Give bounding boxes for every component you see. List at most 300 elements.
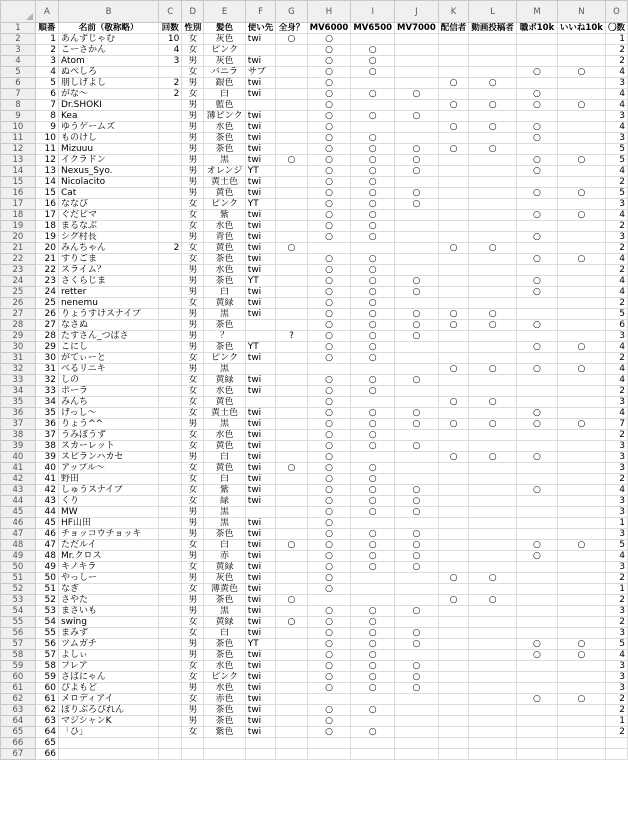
header-cell[interactable]: 名前（敬称略） xyxy=(58,23,158,34)
table-cell[interactable] xyxy=(395,122,439,133)
table-cell[interactable]: ものけし xyxy=(58,133,158,144)
table-cell[interactable]: ○ xyxy=(395,529,439,540)
table-cell[interactable] xyxy=(276,177,307,188)
table-cell[interactable]: ○ xyxy=(469,144,517,155)
table-cell[interactable]: 女 xyxy=(182,628,204,639)
table-cell[interactable]: ○ xyxy=(307,485,351,496)
table-cell[interactable]: 2 xyxy=(605,265,627,276)
table-cell[interactable]: 青色 xyxy=(204,232,245,243)
table-cell[interactable]: 30 xyxy=(35,353,58,364)
table-cell[interactable]: ○ xyxy=(517,419,558,430)
table-cell[interactable] xyxy=(438,562,469,573)
table-cell[interactable]: 55 xyxy=(35,628,58,639)
table-cell[interactable]: ○ xyxy=(351,221,395,232)
table-cell[interactable] xyxy=(469,606,517,617)
table-cell[interactable] xyxy=(438,694,469,705)
table-cell[interactable]: Nicolacito xyxy=(58,177,158,188)
table-cell[interactable] xyxy=(469,67,517,78)
table-cell[interactable]: あんずじゃむ xyxy=(58,34,158,45)
table-cell[interactable]: ○ xyxy=(395,672,439,683)
table-cell[interactable] xyxy=(276,628,307,639)
table-cell[interactable]: ○ xyxy=(276,243,307,254)
table-cell[interactable]: ○ xyxy=(517,100,558,111)
table-cell[interactable]: たすさん_つばさ xyxy=(58,331,158,342)
table-cell[interactable] xyxy=(517,584,558,595)
table-cell[interactable]: twi xyxy=(245,265,276,276)
table-cell[interactable] xyxy=(469,408,517,419)
table-cell[interactable]: 女 xyxy=(182,243,204,254)
table-cell[interactable]: twi xyxy=(245,705,276,716)
table-cell[interactable]: twi xyxy=(245,232,276,243)
table-cell[interactable] xyxy=(159,727,182,738)
table-cell[interactable]: 3 xyxy=(605,628,627,639)
table-cell[interactable]: 女 xyxy=(182,441,204,452)
table-cell[interactable] xyxy=(438,408,469,419)
table-cell[interactable]: ○ xyxy=(307,540,351,551)
table-cell[interactable] xyxy=(395,133,439,144)
table-cell[interactable] xyxy=(395,78,439,89)
table-cell[interactable]: 女 xyxy=(182,298,204,309)
table-cell[interactable] xyxy=(395,727,439,738)
row-header[interactable]: 12 xyxy=(1,144,36,155)
column-header-n[interactable]: N xyxy=(557,1,605,23)
table-cell[interactable]: ○ xyxy=(307,111,351,122)
table-cell[interactable]: twi xyxy=(245,243,276,254)
table-cell[interactable] xyxy=(469,331,517,342)
table-cell[interactable]: twi xyxy=(245,89,276,100)
table-cell[interactable] xyxy=(276,100,307,111)
table-cell[interactable]: ○ xyxy=(307,507,351,518)
table-cell[interactable]: 女 xyxy=(182,210,204,221)
table-cell[interactable] xyxy=(159,353,182,364)
row-header[interactable]: 29 xyxy=(1,331,36,342)
table-cell[interactable]: ○ xyxy=(351,331,395,342)
table-cell[interactable]: ○ xyxy=(307,474,351,485)
table-cell[interactable]: 15 xyxy=(35,188,58,199)
row-header[interactable]: 57 xyxy=(1,639,36,650)
table-cell[interactable]: 2 xyxy=(605,430,627,441)
table-cell[interactable]: まるなぶ xyxy=(58,221,158,232)
table-cell[interactable] xyxy=(517,331,558,342)
table-cell[interactable] xyxy=(469,463,517,474)
table-cell[interactable]: ○ xyxy=(276,617,307,628)
table-cell[interactable]: ○ xyxy=(517,639,558,650)
table-cell[interactable]: 4 xyxy=(159,45,182,56)
table-cell[interactable] xyxy=(557,705,605,716)
table-cell[interactable]: しゅうスナイプ xyxy=(58,485,158,496)
table-cell[interactable]: 黒 xyxy=(204,309,245,320)
table-cell[interactable]: ○ xyxy=(307,89,351,100)
table-cell[interactable] xyxy=(159,111,182,122)
table-cell[interactable] xyxy=(469,166,517,177)
row-header[interactable]: 18 xyxy=(1,210,36,221)
table-cell[interactable] xyxy=(307,694,351,705)
table-cell[interactable]: 女 xyxy=(182,254,204,265)
table-cell[interactable]: 3 xyxy=(605,78,627,89)
table-cell[interactable]: 男 xyxy=(182,342,204,353)
table-cell[interactable] xyxy=(469,45,517,56)
table-cell[interactable]: ○ xyxy=(395,309,439,320)
table-cell[interactable] xyxy=(276,397,307,408)
table-cell[interactable] xyxy=(245,364,276,375)
table-cell[interactable]: ○ xyxy=(351,298,395,309)
table-cell[interactable] xyxy=(159,298,182,309)
table-cell[interactable]: 女 xyxy=(182,397,204,408)
table-cell[interactable]: ○ xyxy=(395,551,439,562)
table-cell[interactable] xyxy=(469,430,517,441)
table-cell[interactable] xyxy=(469,133,517,144)
table-cell[interactable]: さばにゃん xyxy=(58,672,158,683)
table-cell[interactable]: ○ xyxy=(438,364,469,375)
table-cell[interactable]: ○ xyxy=(517,342,558,353)
row-header[interactable]: 44 xyxy=(1,496,36,507)
table-cell[interactable] xyxy=(438,331,469,342)
table-cell[interactable]: ○ xyxy=(307,188,351,199)
table-cell[interactable]: ○ xyxy=(351,45,395,56)
table-cell[interactable]: ○ xyxy=(351,232,395,243)
table-cell[interactable] xyxy=(469,628,517,639)
table-cell[interactable] xyxy=(438,485,469,496)
table-cell[interactable]: twi xyxy=(245,452,276,463)
table-cell[interactable] xyxy=(159,441,182,452)
table-cell[interactable]: twi xyxy=(245,111,276,122)
table-cell[interactable]: べるリニキ xyxy=(58,364,158,375)
table-cell[interactable]: twi xyxy=(245,298,276,309)
table-cell[interactable]: 男 xyxy=(182,56,204,67)
table-cell[interactable] xyxy=(557,34,605,45)
table-cell[interactable] xyxy=(438,441,469,452)
table-cell[interactable] xyxy=(159,155,182,166)
table-cell[interactable]: 黄土色 xyxy=(204,408,245,419)
table-cell[interactable]: さくらじま xyxy=(58,276,158,287)
row-header[interactable]: 10 xyxy=(1,122,36,133)
table-cell[interactable]: ○ xyxy=(307,562,351,573)
table-cell[interactable]: 3 xyxy=(605,683,627,694)
table-cell[interactable]: 46 xyxy=(35,529,58,540)
table-cell[interactable]: うみぼうず xyxy=(58,430,158,441)
table-cell[interactable]: 男 xyxy=(182,419,204,430)
table-cell[interactable] xyxy=(276,452,307,463)
row-header[interactable]: 43 xyxy=(1,485,36,496)
table-cell[interactable] xyxy=(557,265,605,276)
table-cell[interactable] xyxy=(517,474,558,485)
table-cell[interactable]: ○ xyxy=(517,551,558,562)
table-cell[interactable]: twi xyxy=(245,551,276,562)
table-cell[interactable] xyxy=(517,661,558,672)
table-cell[interactable]: twi xyxy=(245,628,276,639)
table-cell[interactable]: twi xyxy=(245,617,276,628)
table-cell[interactable]: 3 xyxy=(605,562,627,573)
header-cell[interactable]: 〇数 xyxy=(605,23,627,34)
table-cell[interactable]: みんち xyxy=(58,397,158,408)
table-cell[interactable] xyxy=(517,573,558,584)
table-cell[interactable]: ○ xyxy=(351,419,395,430)
table-cell[interactable] xyxy=(159,254,182,265)
table-cell[interactable]: ○ xyxy=(469,419,517,430)
table-cell[interactable]: ○ xyxy=(307,650,351,661)
table-cell[interactable]: 4 xyxy=(605,287,627,298)
table-cell[interactable]: ○ xyxy=(351,133,395,144)
table-cell[interactable] xyxy=(395,617,439,628)
table-cell[interactable] xyxy=(159,485,182,496)
table-cell[interactable] xyxy=(469,441,517,452)
table-cell[interactable]: 女 xyxy=(182,353,204,364)
table-cell[interactable]: シグ村長 xyxy=(58,232,158,243)
table-cell[interactable] xyxy=(438,496,469,507)
table-cell[interactable]: ○ xyxy=(307,716,351,727)
table-cell[interactable] xyxy=(557,573,605,584)
table-cell[interactable] xyxy=(469,540,517,551)
table-cell[interactable]: Mr.クロス xyxy=(58,551,158,562)
table-cell[interactable]: 17 xyxy=(35,210,58,221)
row-header[interactable]: 3 xyxy=(1,45,36,56)
table-cell[interactable] xyxy=(159,474,182,485)
table-cell[interactable]: 4 xyxy=(605,100,627,111)
table-cell[interactable] xyxy=(557,298,605,309)
table-cell[interactable]: 58 xyxy=(35,661,58,672)
table-cell[interactable]: YT xyxy=(245,342,276,353)
table-cell[interactable]: 男 xyxy=(182,144,204,155)
table-cell[interactable]: ○ xyxy=(438,78,469,89)
table-cell[interactable]: よしぃ xyxy=(58,650,158,661)
table-cell[interactable]: ○ xyxy=(351,408,395,419)
table-cell[interactable]: くり xyxy=(58,496,158,507)
table-cell[interactable]: ピンク xyxy=(204,672,245,683)
table-cell[interactable]: ○ xyxy=(557,342,605,353)
table-cell[interactable] xyxy=(557,485,605,496)
table-cell[interactable] xyxy=(395,34,439,45)
table-cell[interactable]: 男 xyxy=(182,364,204,375)
table-cell[interactable] xyxy=(517,177,558,188)
table-cell[interactable] xyxy=(351,34,395,45)
table-cell[interactable]: 2 xyxy=(605,727,627,738)
table-cell[interactable] xyxy=(438,749,469,760)
table-cell[interactable]: ○ xyxy=(351,166,395,177)
table-cell[interactable] xyxy=(438,430,469,441)
table-cell[interactable] xyxy=(517,683,558,694)
table-cell[interactable]: twi xyxy=(245,419,276,430)
table-cell[interactable]: ○ xyxy=(469,397,517,408)
table-cell[interactable] xyxy=(159,397,182,408)
table-cell[interactable]: 水色 xyxy=(204,661,245,672)
table-cell[interactable] xyxy=(276,375,307,386)
table-cell[interactable] xyxy=(469,276,517,287)
table-cell[interactable]: ○ xyxy=(307,705,351,716)
table-cell[interactable]: 14 xyxy=(35,177,58,188)
table-cell[interactable] xyxy=(438,617,469,628)
table-cell[interactable] xyxy=(557,386,605,397)
table-cell[interactable]: twi xyxy=(245,716,276,727)
table-cell[interactable] xyxy=(517,749,558,760)
table-cell[interactable] xyxy=(438,540,469,551)
table-cell[interactable]: ○ xyxy=(351,89,395,100)
table-cell[interactable]: 女 xyxy=(182,199,204,210)
table-cell[interactable]: ○ xyxy=(438,144,469,155)
table-cell[interactable]: 灰色 xyxy=(204,34,245,45)
row-header[interactable]: 23 xyxy=(1,265,36,276)
table-cell[interactable]: 水色 xyxy=(204,221,245,232)
table-cell[interactable]: まさいも xyxy=(58,606,158,617)
table-cell[interactable]: twi xyxy=(245,474,276,485)
table-cell[interactable] xyxy=(395,56,439,67)
table-cell[interactable]: ○ xyxy=(438,452,469,463)
table-cell[interactable]: ピンク xyxy=(204,45,245,56)
row-header[interactable]: 31 xyxy=(1,353,36,364)
table-cell[interactable]: ○ xyxy=(517,133,558,144)
table-cell[interactable]: 54 xyxy=(35,617,58,628)
table-cell[interactable] xyxy=(469,694,517,705)
table-cell[interactable] xyxy=(276,683,307,694)
table-cell[interactable] xyxy=(517,144,558,155)
table-cell[interactable]: さやた xyxy=(58,595,158,606)
table-cell[interactable]: 茶色 xyxy=(204,639,245,650)
row-header[interactable]: 8 xyxy=(1,100,36,111)
table-cell[interactable]: twi xyxy=(245,34,276,45)
table-cell[interactable]: ○ xyxy=(557,364,605,375)
table-cell[interactable]: ななび xyxy=(58,199,158,210)
table-cell[interactable]: 9 xyxy=(35,122,58,133)
table-cell[interactable]: ○ xyxy=(307,529,351,540)
column-header-k[interactable]: K xyxy=(438,1,469,23)
table-cell[interactable] xyxy=(469,34,517,45)
table-cell[interactable] xyxy=(395,650,439,661)
table-cell[interactable]: ○ xyxy=(307,463,351,474)
table-cell[interactable]: ○ xyxy=(557,155,605,166)
table-cell[interactable]: twi xyxy=(245,177,276,188)
table-cell[interactable] xyxy=(276,254,307,265)
table-cell[interactable] xyxy=(159,650,182,661)
table-cell[interactable]: ○ xyxy=(307,122,351,133)
table-cell[interactable]: 5 xyxy=(605,309,627,320)
table-cell[interactable]: 4 xyxy=(605,342,627,353)
table-cell[interactable]: 男 xyxy=(182,155,204,166)
table-cell[interactable]: twi xyxy=(245,408,276,419)
table-cell[interactable] xyxy=(438,177,469,188)
table-cell[interactable] xyxy=(557,309,605,320)
table-cell[interactable] xyxy=(159,584,182,595)
table-cell[interactable]: ○ xyxy=(517,232,558,243)
table-cell[interactable]: 61 xyxy=(35,694,58,705)
table-cell[interactable]: ○ xyxy=(557,100,605,111)
table-cell[interactable]: 男 xyxy=(182,595,204,606)
table-cell[interactable]: 60 xyxy=(35,683,58,694)
table-cell[interactable]: 4 xyxy=(605,210,627,221)
table-cell[interactable] xyxy=(276,298,307,309)
column-header-d[interactable]: D xyxy=(182,1,204,23)
table-cell[interactable]: ○ xyxy=(517,320,558,331)
table-cell[interactable] xyxy=(469,584,517,595)
table-cell[interactable]: 23 xyxy=(35,276,58,287)
table-cell[interactable]: ぴよもど xyxy=(58,683,158,694)
column-header-l[interactable]: L xyxy=(469,1,517,23)
table-cell[interactable]: ○ xyxy=(395,199,439,210)
table-cell[interactable] xyxy=(245,100,276,111)
table-cell[interactable]: 4 xyxy=(605,408,627,419)
table-cell[interactable]: swing xyxy=(58,617,158,628)
table-cell[interactable]: 女 xyxy=(182,562,204,573)
table-cell[interactable]: 黒 xyxy=(204,155,245,166)
table-cell[interactable] xyxy=(276,661,307,672)
table-cell[interactable]: 1 xyxy=(605,716,627,727)
table-cell[interactable] xyxy=(469,507,517,518)
table-cell[interactable]: 茶色 xyxy=(204,133,245,144)
table-cell[interactable]: 茶色 xyxy=(204,254,245,265)
table-cell[interactable]: がてぃーと xyxy=(58,353,158,364)
table-cell[interactable]: 女 xyxy=(182,45,204,56)
table-cell[interactable]: 4 xyxy=(605,254,627,265)
header-cell[interactable]: 髪色 xyxy=(204,23,245,34)
table-cell[interactable] xyxy=(159,606,182,617)
table-cell[interactable]: twi xyxy=(245,562,276,573)
table-cell[interactable] xyxy=(469,617,517,628)
table-cell[interactable] xyxy=(245,397,276,408)
column-header-c[interactable]: C xyxy=(159,1,182,23)
table-cell[interactable]: 2 xyxy=(159,89,182,100)
table-cell[interactable] xyxy=(438,386,469,397)
table-cell[interactable] xyxy=(557,177,605,188)
header-cell[interactable]: いいね10k xyxy=(557,23,605,34)
table-cell[interactable]: 男 xyxy=(182,309,204,320)
table-cell[interactable] xyxy=(438,639,469,650)
table-cell[interactable]: 13 xyxy=(35,166,58,177)
table-cell[interactable]: 28 xyxy=(35,331,58,342)
table-cell[interactable]: 7 xyxy=(605,419,627,430)
table-cell[interactable]: ○ xyxy=(517,452,558,463)
row-header[interactable]: 15 xyxy=(1,177,36,188)
table-cell[interactable] xyxy=(395,67,439,78)
row-header[interactable]: 16 xyxy=(1,188,36,199)
table-cell[interactable]: スライム？ xyxy=(58,265,158,276)
table-cell[interactable] xyxy=(159,518,182,529)
row-header[interactable]: 19 xyxy=(1,221,36,232)
table-cell[interactable] xyxy=(557,353,605,364)
table-cell[interactable] xyxy=(438,474,469,485)
table-cell[interactable] xyxy=(395,210,439,221)
row-header[interactable]: 53 xyxy=(1,595,36,606)
row-header[interactable]: 50 xyxy=(1,562,36,573)
table-cell[interactable]: ○ xyxy=(276,595,307,606)
table-cell[interactable]: 4 xyxy=(35,67,58,78)
table-cell[interactable] xyxy=(469,496,517,507)
table-cell[interactable]: 10 xyxy=(159,34,182,45)
table-cell[interactable]: ○ xyxy=(351,474,395,485)
table-cell[interactable]: ○ xyxy=(351,342,395,353)
row-header[interactable]: 47 xyxy=(1,529,36,540)
table-cell[interactable] xyxy=(276,573,307,584)
table-cell[interactable]: ○ xyxy=(351,617,395,628)
table-cell[interactable] xyxy=(557,111,605,122)
table-cell[interactable]: 紫 xyxy=(204,485,245,496)
table-cell[interactable] xyxy=(517,595,558,606)
table-cell[interactable]: ○ xyxy=(351,177,395,188)
table-cell[interactable] xyxy=(276,199,307,210)
table-cell[interactable]: ○ xyxy=(438,309,469,320)
column-header-g[interactable]: G xyxy=(276,1,307,23)
table-cell[interactable]: ○ xyxy=(469,595,517,606)
table-cell[interactable] xyxy=(469,232,517,243)
table-cell[interactable] xyxy=(159,705,182,716)
table-cell[interactable] xyxy=(395,738,439,749)
table-cell[interactable]: twi xyxy=(245,463,276,474)
table-cell[interactable] xyxy=(276,78,307,89)
table-cell[interactable] xyxy=(517,34,558,45)
table-cell[interactable]: twi xyxy=(245,672,276,683)
table-cell[interactable] xyxy=(159,287,182,298)
table-cell[interactable]: 男 xyxy=(182,100,204,111)
table-cell[interactable]: ○ xyxy=(307,254,351,265)
table-cell[interactable] xyxy=(605,738,627,749)
table-cell[interactable]: 茶色 xyxy=(204,276,245,287)
